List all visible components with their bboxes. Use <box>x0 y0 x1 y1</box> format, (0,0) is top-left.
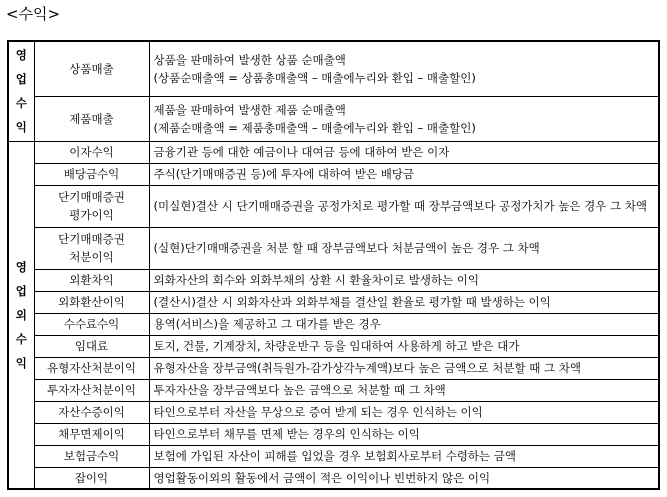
item-name: 잡이익 <box>34 467 149 489</box>
category-char: 수 <box>15 331 27 346</box>
item-name: 제품매출 <box>34 96 149 141</box>
item-name: 임대료 <box>34 335 149 357</box>
item-name-line: 단기매매증권 <box>58 232 125 246</box>
description-line: (제품순매출액 = 제품총매출액 – 매출에누리와 환입 – 매출할인) <box>153 120 476 135</box>
item-description <box>149 41 659 96</box>
item-name: 유형자산처분이익 <box>34 357 149 379</box>
item-name-line: 단기매매증권 <box>58 190 125 204</box>
item-description: 영업활동이외의 활동에서 금액이 적은 이익이나 빈번하지 않은 이익 <box>149 467 659 489</box>
item-name: 상품매출 <box>34 41 149 96</box>
item-description: 투자자산을 장부금액보다 높은 금액으로 처분할 때 그 차액 <box>149 379 659 401</box>
table-row <box>8 291 659 313</box>
item-name: 보험금수익 <box>34 445 149 467</box>
item-name: 이자수익 <box>34 141 149 163</box>
item-description: (결산시)결산 시 외화자산과 외화부채를 결산일 환율로 평가할 때 발생하는 이익 <box>149 291 659 313</box>
table-row <box>8 423 659 445</box>
revenue-table <box>7 40 660 490</box>
item-name <box>34 185 149 227</box>
category-char: 익 <box>15 120 27 135</box>
item-description: 보험에 가입된 자산이 피해를 입었을 경우 보험회사로부터 수령하는 금액 <box>149 445 659 467</box>
category-char: 외 <box>15 307 27 322</box>
table-row <box>8 269 659 291</box>
item-name: 자산수증이익 <box>34 401 149 423</box>
category-char: 익 <box>15 355 27 370</box>
item-description: 유형자산을 장부금액(취득원가-감가상각누계액)보다 높은 금액으로 처분할 때 그 차액 <box>149 357 659 379</box>
category-char: 업 <box>15 283 27 298</box>
table-row <box>8 227 659 269</box>
item-description: (미실현)결산 시 단기매매증권을 공정가치로 평가할 때 장부금액보다 공정가치가 높은 경우 그 차액 <box>149 185 659 227</box>
category-operating-revenue <box>8 41 34 141</box>
item-description: 토지, 건물, 기계장치, 차량운반구 등을 임대하여 사용하게 하고 받은 대가 <box>149 335 659 357</box>
category-non-operating-revenue <box>8 141 34 489</box>
item-description <box>149 96 659 141</box>
item-description: 타인으로부터 자산을 무상으로 증여 받게 되는 경우 인식하는 이익 <box>149 401 659 423</box>
table-row <box>8 335 659 357</box>
description-line: (상품순매출액 = 상품총매출액 – 매출에누리와 환입 – 매출할인) <box>153 70 476 85</box>
table-row <box>8 467 659 489</box>
item-name-line: 평가이익 <box>69 208 114 222</box>
item-name: 외화환산이익 <box>34 291 149 313</box>
item-description: 타인으로부터 채무를 면제 받는 경우의 인식하는 이익 <box>149 423 659 445</box>
table-row <box>8 163 659 185</box>
item-name: 수수료수익 <box>34 313 149 335</box>
table-row <box>8 379 659 401</box>
table-row <box>8 96 659 141</box>
item-description: 주식(단기매매증권 등)에 투자에 대하여 받은 배당금 <box>149 163 659 185</box>
item-name: 투자자산처분이익 <box>34 379 149 401</box>
item-name <box>34 227 149 269</box>
item-description: 용역(서비스)을 제공하고 그 대가를 받은 경우 <box>149 313 659 335</box>
table-row <box>8 357 659 379</box>
category-char: 영 <box>15 259 27 274</box>
table-row <box>8 41 659 96</box>
item-description: (실현)단기매매증권을 처분 할 때 장부금액보다 처분금액이 높은 경우 그 차액 <box>149 227 659 269</box>
item-name-line: 처분이익 <box>69 250 114 264</box>
category-char: 수 <box>15 96 27 111</box>
table-row <box>8 313 659 335</box>
item-description: 외화자산의 회수와 외화부채의 상환 시 환율차이로 발생하는 이익 <box>149 269 659 291</box>
item-name: 채무면제이익 <box>34 423 149 445</box>
table-row <box>8 141 659 163</box>
category-char: 영 <box>15 48 27 63</box>
item-name: 외환차익 <box>34 269 149 291</box>
table-row <box>8 445 659 467</box>
table-row <box>8 185 659 227</box>
table-row <box>8 401 659 423</box>
category-char: 업 <box>15 72 27 87</box>
page-title: <수익> <box>6 5 61 23</box>
item-name: 배당금수익 <box>34 163 149 185</box>
description-line: 상품을 판매하여 발생한 상품 순매출액 <box>153 52 346 67</box>
description-line: 제품을 판매하여 발생한 제품 순매출액 <box>153 102 346 117</box>
item-description: 금융기관 등에 대한 예금이나 대여금 등에 대하여 받은 이자 <box>149 141 659 163</box>
